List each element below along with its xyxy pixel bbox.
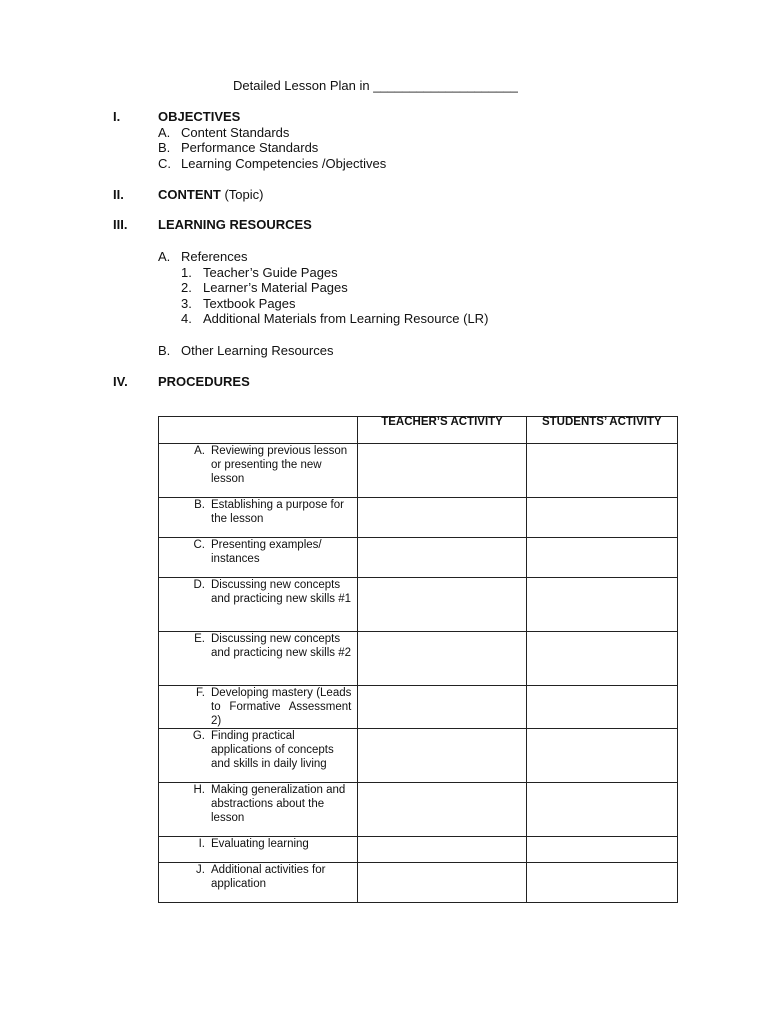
- table-row: [159, 783, 678, 837]
- table-header-row: [159, 417, 678, 444]
- table-row: [159, 863, 678, 903]
- table-row: [159, 632, 678, 686]
- students-activity-cell[interactable]: [526, 498, 677, 538]
- students-activity-cell[interactable]: [526, 538, 677, 578]
- table-row: [159, 498, 678, 538]
- procedure-cell: G. Finding practical applications of concepts and skills in daily living: [159, 729, 358, 783]
- procedure-cell: H. Making generalization and abstractions about the lesson: [159, 783, 358, 837]
- students-activity-cell[interactable]: [526, 686, 677, 729]
- students-activity-cell[interactable]: [526, 578, 677, 632]
- table-row: [159, 578, 678, 632]
- column-header-teacher: TEACHER’S ACTIVITY: [358, 417, 526, 444]
- teacher-activity-cell[interactable]: [358, 686, 526, 729]
- other-resources-item: B. Other Learning Resources: [158, 343, 334, 358]
- reference-item: 3. Textbook Pages: [181, 296, 296, 311]
- procedure-cell: D. Discussing new concepts and practicing new skills #1: [159, 578, 358, 632]
- procedure-cell: I. Evaluating learning: [159, 837, 358, 863]
- section-heading-resources: LEARNING RESOURCES: [158, 217, 312, 232]
- teacher-activity-cell[interactable]: [358, 783, 526, 837]
- table-row: [159, 729, 678, 783]
- objective-item: C. Learning Competencies /Objectives: [158, 156, 387, 171]
- column-header-procedure: [159, 417, 358, 444]
- section-heading-procedures: PROCEDURES: [158, 374, 250, 389]
- table-row: [159, 444, 678, 498]
- objective-item: A. Content Standards: [158, 125, 290, 140]
- teacher-activity-cell[interactable]: [358, 444, 526, 498]
- reference-item: 1. Teacher’s Guide Pages: [181, 265, 338, 280]
- section-numeral-procedures: IV.: [113, 374, 128, 389]
- table-row: [159, 837, 678, 863]
- document-title: Detailed Lesson Plan in ____________________: [233, 78, 518, 93]
- teacher-activity-cell[interactable]: [358, 498, 526, 538]
- students-activity-cell[interactable]: [526, 729, 677, 783]
- reference-item: 4. Additional Materials from Learning Resource (LR): [181, 311, 489, 326]
- reference-item: 2. Learner’s Material Pages: [181, 280, 348, 295]
- teacher-activity-cell[interactable]: [358, 729, 526, 783]
- table-row: [159, 538, 678, 578]
- teacher-activity-cell[interactable]: [358, 863, 526, 903]
- students-activity-cell[interactable]: [526, 837, 677, 863]
- section-numeral-content: II.: [113, 187, 124, 202]
- students-activity-cell[interactable]: [526, 444, 677, 498]
- procedure-cell: B. Establishing a purpose for the lesson: [159, 498, 358, 538]
- procedure-cell: J. Additional activities for application: [159, 863, 358, 903]
- procedure-cell: A. Reviewing previous lesson or presenting the new lesson: [159, 444, 358, 498]
- students-activity-cell[interactable]: [526, 783, 677, 837]
- teacher-activity-cell[interactable]: [358, 578, 526, 632]
- section-numeral-resources: III.: [113, 217, 128, 232]
- objective-item: B. Performance Standards: [158, 140, 319, 155]
- procedure-cell: C. Presenting examples/ instances: [159, 538, 358, 578]
- procedure-cell: F. Developing mastery (Leads to Formative Assessment 2): [159, 686, 358, 729]
- teacher-activity-cell[interactable]: [358, 837, 526, 863]
- section-numeral-objectives: I.: [113, 109, 121, 124]
- teacher-activity-cell[interactable]: [358, 632, 526, 686]
- procedure-cell: E. Discussing new concepts and practicing new skills #2: [159, 632, 358, 686]
- teacher-activity-cell[interactable]: [358, 538, 526, 578]
- procedures-table: [158, 416, 678, 903]
- section-heading-content: CONTENT (Topic): [158, 187, 264, 202]
- table-row: [159, 686, 678, 729]
- section-heading-objectives: OBJECTIVES: [158, 109, 241, 124]
- column-header-students: STUDENTS’ ACTIVITY: [526, 417, 677, 444]
- students-activity-cell[interactable]: [526, 863, 677, 903]
- students-activity-cell[interactable]: [526, 632, 677, 686]
- references-item: A. References: [158, 249, 248, 264]
